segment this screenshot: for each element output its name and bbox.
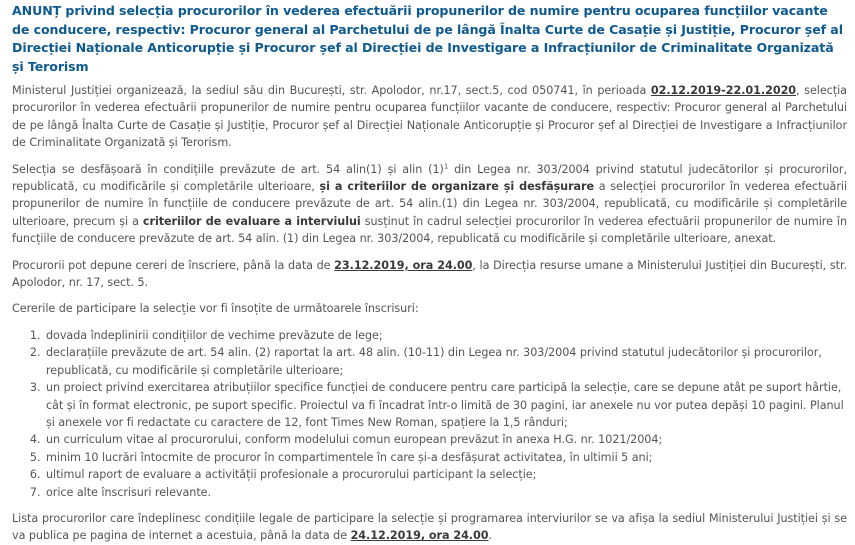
- criteria-evaluation-link[interactable]: criteriilor de evaluare a interviului: [142, 214, 361, 228]
- footnote-superscript: 1: [443, 161, 449, 170]
- paragraph-deadline-text-2: , la Direcția resurse umane a Ministerului Justiției din București, str. Apolodor, nr. 17, sect. 5.: [12, 258, 847, 290]
- paragraph-publication-text-1: Lista procurorilor care îndeplinesc condițiile legale de participare la selecție și programarea interviurilor se va afișa la sediul Ministerului Justiției și se va publica pe pagina de internet a acestuia, până la data de: [12, 511, 847, 543]
- paragraph-publication-text-2: .: [488, 529, 492, 543]
- paragraph-deadline: [12, 257, 847, 292]
- list-item: 2. declarațiile prevăzute de art. 54 alin. (2) raportat la art. 48 alin. (10-11) din Legea nr. 303/2004 privind statutul judecătorilor și procurorilor, republicată, cu modificările și completările ulterioare;: [44, 344, 847, 379]
- paragraph-deadline-text-1: Procurorii pot depune cereri de înscriere, până la data de: [12, 258, 335, 272]
- announcement-title: ANUNȚ privind selecția procurorilor în vederea efectuării propunerilor de numire pentru ocuparea funcțiilor vacante de conducere, respectiv: Procuror general al Parchetului de pe lângă Înalta Curte de Casație și Justiție, Procuror șef al Direcției Naționale Anticorupție și Procuror șef al Direcției de Investigare a Infracțiunilor de Criminalitate Organizată și Terorism: [12, 3, 843, 74]
- criteria-organization-link[interactable]: și a criteriilor de organizare și desfășurare: [319, 180, 595, 194]
- requirements-list: [12, 327, 847, 501]
- list-item: 1. dovada îndeplinirii condițiilor de vechime prevăzute de lege;: [44, 327, 847, 344]
- paragraph-organization-text-2: , selecția procurorilor în vederea efectuării propunerilor de numire pentru ocuparea funcțiilor vacante de conducere, respectiv: Procuror general al Parchetului de pe lângă Înalta Curte de Casație și Justiție, Procuror șef al Direcției Naționale Anticorupție și Procuror șef al Direcției de Investigare a Infracțiunilor de Criminalitate Organizată și Terorism.: [12, 84, 847, 150]
- list-item: 5. minim 10 lucrări întocmite de procuror în compartimentele în care și-a desfășurat activitatea, în ultimii 5 ani;: [44, 449, 847, 466]
- paragraph-documents-intro: Cererile de participare la selecție vor fi însoțite de următoarele înscrisuri:: [12, 302, 419, 316]
- paragraph-conditions: [12, 161, 847, 248]
- paragraph-conditions-text-4: susținut în cadrul selecției procurorilor în vederea efectuării propunerilor de numire în funcțiile de conducere prevăzute de art. 54 alin. (1) din Legea nr. 303/2004, republicată cu modificările și completările ulterioare, anexat.: [12, 214, 848, 246]
- paragraph-conditions-text-3: a selecției procurorilor în vederea efectuării propunerilor de numire în funcțiile de conducere prevăzute de art. 54 alin.(1) din Legea nr. 303/2004, republicată, cu modificările și completările ulterioare, precum și a: [12, 180, 847, 228]
- application-deadline: 23.12.2019, ora 24.00: [334, 258, 473, 272]
- paragraph-organization: [12, 82, 847, 152]
- list-item: 4. un curriculum vitae al procurorului, conform modelului comun european prevăzut în anexa H.G. nr. 1021/2004;: [44, 431, 847, 448]
- paragraph-organization-text-1: Ministerul Justiției organizează, la sediul său din București, str. Apolodor, nr.17, sect.5, cod 050741, în perioada: [12, 84, 651, 97]
- paragraph-conditions-text-1: Selecția se desfășoară în condițiile prevăzute de art. 54 alin(1) și alin (1): [12, 162, 444, 176]
- paragraph-conditions-text-2: din Legea nr. 303/2004 privind statutul judecătorilor și procurorilor, republicată, cu modificările și completările ulterioare,: [12, 162, 847, 194]
- list-item: 3. un proiect privind exercitarea atribuțiilor specifice funcției de conducere pentru care participă la selecție, care se depune atât pe suport hârtie, cât și în format electronic, pe suport specific. Proiectul va fi încadrat într-o limită de 30 pagini, iar anexele nu vor putea depăși 10 pagini. Planul și anexele vor fi redactate cu caractere de 12, font Times New Roman, spațiere la 1,5 rânduri;: [44, 379, 847, 431]
- selection-period: 02.12.2019-22.01.2020: [650, 84, 797, 97]
- list-item: 7. orice alte înscrisuri relevante.: [44, 484, 847, 501]
- list-item: 6. ultimul raport de evaluare a activității profesionale a procurorului participant la selecție;: [44, 466, 847, 483]
- publication-deadline: 24.12.2019, ora 24.00: [350, 529, 489, 543]
- paragraph-publication: [12, 510, 847, 545]
